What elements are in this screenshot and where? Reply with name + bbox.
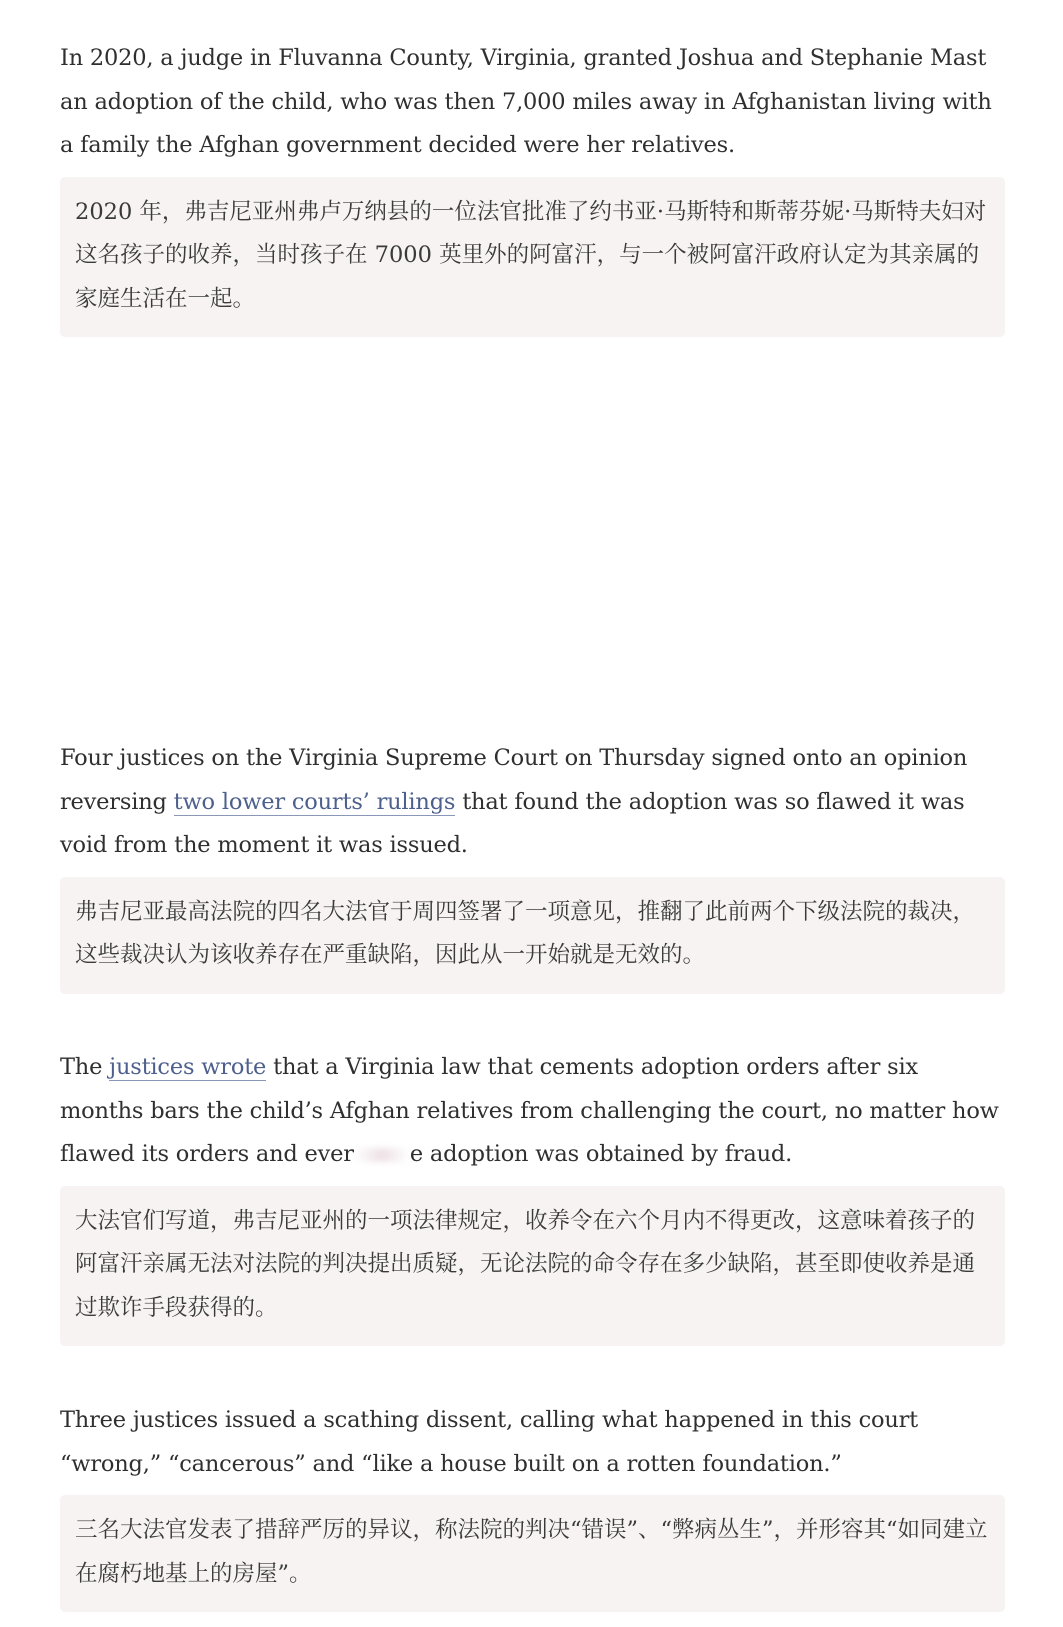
paragraph-pair-1	[60, 37, 1005, 337]
blurred-redaction	[354, 1148, 410, 1162]
english-text: Four justices on the Virginia Supreme Court on Thursday signed onto an opinion reversing	[60, 745, 968, 815]
english-text: that a Virginia law that cements adoption orders after six months bars the child’s Afghan relatives from challenging the court, no matter how flawed its orders and ever	[60, 1054, 999, 1167]
english-paragraph	[60, 737, 1005, 868]
english-paragraph	[60, 1046, 1005, 1177]
paragraph-pair-4	[60, 1399, 1005, 1612]
english-text: e adoption was obtained by fraud.	[409, 1141, 793, 1167]
chinese-translation: 弗吉尼亚最高法院的四名大法官于周四签署了一项意见，推翻了此前两个下级法院的裁决，这些裁决认为该收养存在严重缺陷，因此从一开始就是无效的。	[60, 877, 1005, 994]
paragraph-pair-2	[60, 737, 1005, 994]
english-paragraph: In 2020, a judge in Fluvanna County, Virginia, granted Joshua and Stephanie Mast an adoption of the child, who was then 7,000 miles away in Afghanistan living with a family the Afghan government decided were her relatives.	[60, 45, 992, 158]
english-text: that found the adoption was so flawed it was void from the moment it was issued.	[60, 788, 965, 858]
chinese-translation: 三名大法官发表了措辞严厉的异议，称法院的判决“错误”、“弊病丛生”，并形容其“如同建立在腐朽地基上的房屋”。	[60, 1495, 1005, 1612]
english-text: The	[60, 1054, 110, 1080]
lower-courts-rulings-link[interactable]: two lower courts’ rulings	[173, 788, 456, 815]
chinese-translation: 大法官们写道，弗吉尼亚州的一项法律规定，收养令在六个月内不得更改，这意味着孩子的阿富汗亲属无法对法院的判决提出质疑，无论法院的命令存在多少缺陷，甚至即使收养是通过欺诈手段获得的。	[60, 1186, 1005, 1347]
chinese-translation: 2020 年，弗吉尼亚州弗卢万纳县的一位法官批准了约书亚·马斯特和斯蒂芬妮·马斯特夫妇对这名孩子的收养，当时孩子在 7000 英里外的阿富汗，与一个被阿富汗政府认定为其亲属的家庭生活在一起。	[60, 177, 1005, 338]
justices-wrote-link[interactable]: justices wrote	[109, 1054, 267, 1080]
english-paragraph: Three justices issued a scathing dissent, calling what happened in this court “wrong,” “cancerous” and “like a house built on a rotten foundation.”	[60, 1407, 919, 1477]
paragraph-pair-3	[60, 1046, 1005, 1346]
